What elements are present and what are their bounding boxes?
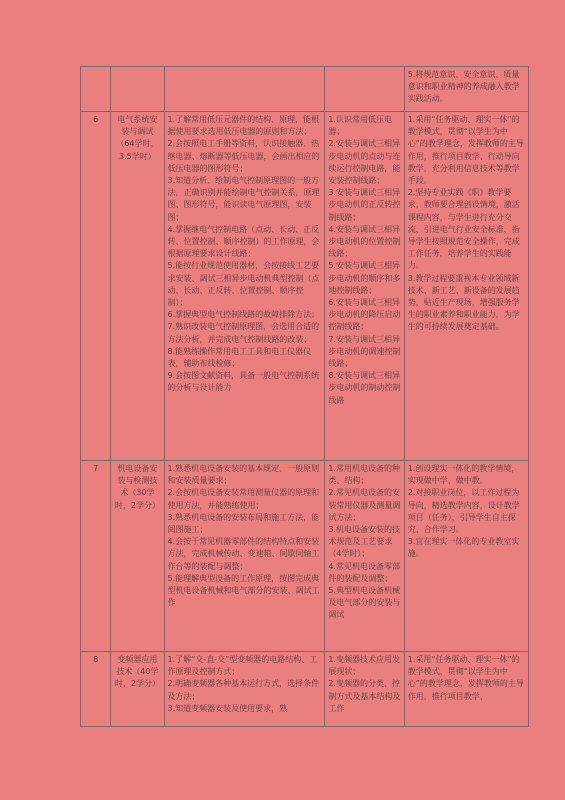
row-number bbox=[81, 67, 111, 112]
cell-line: 1.熟悉机电设备安装的基本规定、一般原则和安装质量要求； bbox=[167, 464, 320, 486]
row-number: 7 bbox=[81, 461, 111, 652]
cell-line: 2.对接职业岗位，以工作过程为导向，精选教学内容，设计教学项目（任务），引导学生自主探究、合作学习。 bbox=[407, 488, 520, 535]
module-name: 变频器应用技术（40学时，2学分） bbox=[111, 652, 164, 727]
cell-line: 1.认识常用低压电器； bbox=[328, 115, 392, 137]
cell-line: 7.熟识改装电气控制原理图，会选用合适的方法分析，并完成电气控制线路的改装； bbox=[167, 322, 320, 344]
cell-line: 5.安装与调试三相异步电动机的顺序和多地控制线路； bbox=[328, 261, 401, 295]
cell-line: 3.熟悉机电设备的安装布局和施工方法，能阅图施工； bbox=[167, 512, 320, 535]
knowledge-cell bbox=[164, 461, 325, 652]
cell-line: 1.了解常用低压元器件的结构、原理，能根据使用要求选用低压电器的原则和方法； bbox=[167, 115, 320, 137]
cell-line: 3.知道变频器安装及使用要求，熟 bbox=[167, 703, 288, 713]
methods-cell bbox=[404, 112, 528, 461]
module-name bbox=[111, 67, 164, 112]
table-row bbox=[81, 112, 529, 461]
cell-line: 3.机电设备安装的技术规范及工艺要求（4学时）； bbox=[328, 525, 400, 559]
cell-line: 5.典型机电设备机械及电气部分的安装与调试 bbox=[328, 586, 401, 620]
cell-line: 3.宜在理实一体化的专业教室实施。 bbox=[407, 537, 520, 559]
cell-line: 6.安装与调试三相异步电动机的降压启动控制线路； bbox=[328, 298, 401, 332]
cell-line: 1.创设理实一体化的教学情境，实现做中学、做中教。 bbox=[407, 464, 520, 486]
cell-line: 2.明确变频器各种基本运行方式，选择条件及方法； bbox=[167, 679, 320, 701]
row-number: 6 bbox=[81, 112, 111, 461]
table-row bbox=[81, 652, 529, 727]
cell-line: 8.能熟练操作常用电工工具和电工仪器仪表，辅助布线检修； bbox=[167, 346, 312, 369]
cell-line: 4.安装与调试三相异步电动机的位置控制线路； bbox=[328, 224, 401, 259]
cell-line: 8.安装与调试三相异步电动机的制动控制线路 bbox=[328, 371, 401, 405]
cell-line: 5.将规范意识、安全意识、质量意识和职业精神的养成融入教学实践活动。 bbox=[407, 70, 520, 104]
skills-cell bbox=[325, 461, 404, 652]
row-number: 8 bbox=[81, 652, 111, 727]
cell-line: 5.能按行业规范使用器材，会按接线工艺要求安装、调试三相异步电动机典型控制（点动、长动、正反转、位置控制、顺序控制）； bbox=[167, 261, 320, 308]
knowledge-cell bbox=[164, 112, 325, 461]
syllabus-table bbox=[80, 66, 529, 727]
cell-line: 1.采用“任务驱动、理实一体”的教学模式，贯彻“以学生为中心”的教学理念，发挥教师的主导作用，推行项目教学、行动导向教学，充分利用信息技术等教学手段。 bbox=[407, 115, 524, 186]
cell-line: 2.变频器的分类、控制方式及基本结构及工作 bbox=[328, 679, 401, 713]
module-name: 机电设备安装与检测技术（30学时，2学分） bbox=[111, 461, 164, 652]
module-name: 电气系统安装与调试（64学时，3.5学时） bbox=[111, 112, 164, 461]
cell-line: 5.能理解典型设备的工作原理，按图完成典型机电设备机械和电气部分的安装、调试工作 bbox=[167, 573, 320, 608]
cell-line: 3.教学过程要重视本专业领域新技术、新工艺、新设备的发展趋势，贴近生产现场，增强服务学生的职业素养和职业能力，为学生的可持续发展奠定基础。 bbox=[407, 273, 520, 332]
cell-line: 2.会按机电设备安装常用测量仪器的原理和使用方法，并能熟练使用； bbox=[167, 488, 320, 510]
cell-line: 6.掌握典型电气控制线路的故障排除方法； bbox=[167, 310, 320, 320]
skills-cell bbox=[325, 652, 404, 727]
methods-cell bbox=[404, 67, 528, 112]
cell-line: 7.安装与调试三相异步电动机的调速控制线路； bbox=[328, 334, 401, 369]
skills-cell bbox=[325, 112, 404, 461]
cell-line: 1.采用“任务驱动、理实一体”的教学模式，贯彻“以学生为中心”的教学理念，发挥教师的主导作用，推行项目教学、 bbox=[407, 655, 524, 701]
cell-line: 2.安装与调试三相异步电动机的点动与连续运行控制电路，能安装控制线路； bbox=[328, 139, 401, 186]
cell-line: 3.知道分析、绘制电气控制原理图的一般方法，正确识别并能绘制电气控制关系，原理图、图形符号，能识读电气原理图，安装图； bbox=[167, 176, 320, 222]
cell-line: 2.会按照电工手册等资料，认识接触器、热继电器、熔断器等低压电器，会画出相应的低压电器的图形符号； bbox=[167, 139, 320, 173]
cell-line: 4.掌握继电气控制电路（点动、长动、正反转、位置控制、顺序控制）的工作原理，会根据原理要求设计线路； bbox=[167, 224, 320, 259]
cell-line: 3.安装与调试三相异步电动机的正反转控制线路； bbox=[328, 188, 401, 222]
knowledge-cell bbox=[164, 652, 325, 727]
cell-line: 1.常用机电设备的种类、结构； bbox=[328, 464, 400, 486]
table-row bbox=[81, 67, 529, 112]
methods-cell bbox=[404, 652, 528, 727]
cell-line: 1.了解“交-直-交”型变频器的电路结构、工作原理及控制方式； bbox=[167, 655, 318, 677]
cell-line: 1.变频器技术应用发展现状； bbox=[328, 655, 400, 677]
cell-line: 2.坚持专业实践《职》教学要求，教师要合理创设情境，激活课程内容，与学生进行充分交流，引进电气行业安全标准，指导学生按照规范安全操作，完成工作任务，培养学生的实践能力。 bbox=[407, 188, 520, 271]
skills-cell bbox=[325, 67, 404, 112]
cell-line: 4.常见机电设备零部件的装配及调整； bbox=[328, 561, 400, 583]
table-row bbox=[81, 461, 529, 652]
cell-line: 9.会按图文献资料，具备一般电气控制系统的分析与设计能力 bbox=[167, 371, 320, 393]
knowledge-cell bbox=[164, 67, 325, 112]
cell-line: 4.会按于常见机器零部件的结构特点和安装方法，完成机械传动、变速箱、间歇同轴工作台等的装配与调整； bbox=[167, 537, 320, 571]
methods-cell bbox=[404, 461, 528, 652]
cell-line: 2.常见机电设备的安装常用仪器及测量调试方法； bbox=[328, 488, 401, 522]
